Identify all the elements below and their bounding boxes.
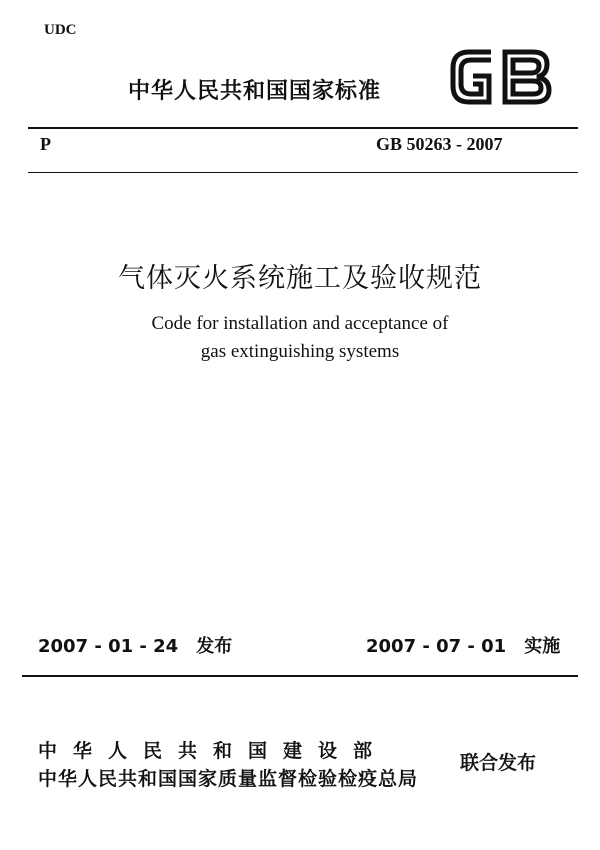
top-rule (28, 127, 578, 129)
middle-rule (28, 172, 578, 173)
joint-publication-label: 联合发布 (460, 752, 537, 774)
document-title-english-line2: gas extinguishing systems (200, 341, 400, 362)
document-title-english-line1: Code for installation and acceptance of (151, 313, 449, 334)
publisher-line2: 中华人民共和国国家质量监督检验检疫总局 (38, 768, 419, 790)
udc-label: UDC (44, 22, 77, 38)
document-title-chinese: 气体灭火系统施工及验收规范 (118, 263, 482, 294)
gb-logo-icon (447, 44, 555, 110)
standard-type-heading: 中华人民共和国国家标准 (128, 79, 382, 104)
standard-number: GB 50263 - 2007 (376, 134, 503, 154)
issue-date: 2007 - 01 - 24 发布 (38, 636, 233, 657)
publisher-line1: 中华人民共和国建设部 (38, 740, 389, 762)
classification-code: P (40, 134, 51, 154)
bottom-rule (22, 675, 578, 677)
implementation-date: 2007 - 07 - 01 实施 (366, 636, 561, 657)
